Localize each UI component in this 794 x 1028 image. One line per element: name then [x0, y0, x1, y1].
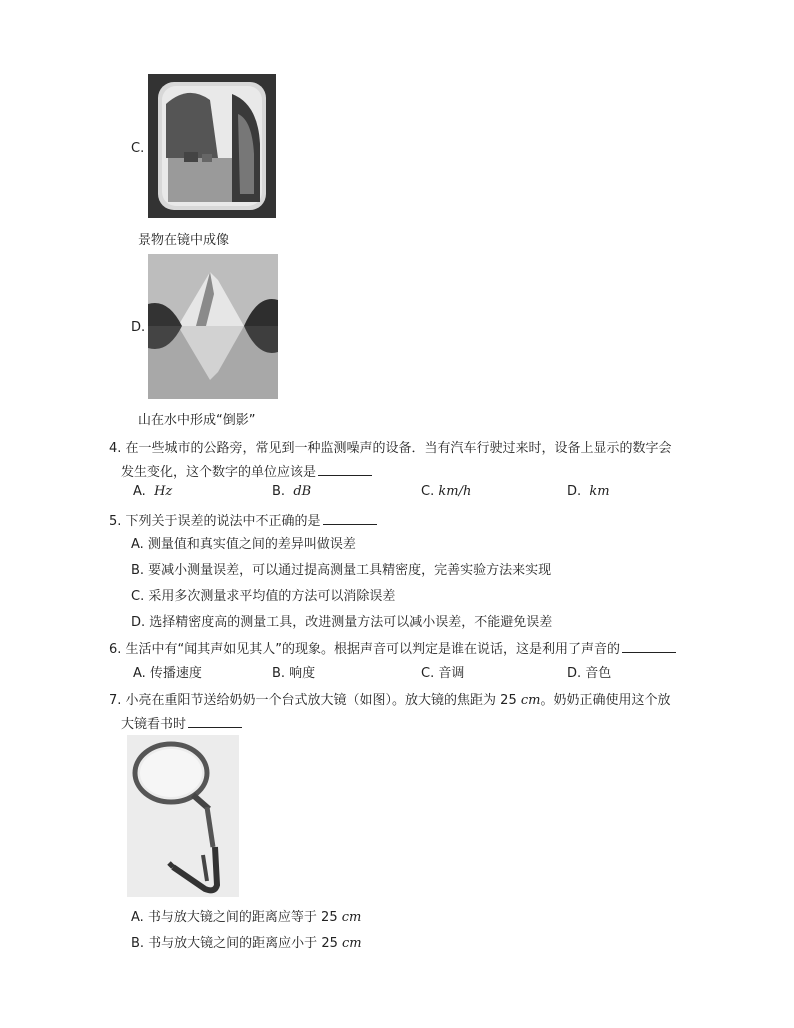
option-d-letter: D. [131, 320, 146, 335]
q6-option-a: A. 传播速度 [133, 666, 202, 681]
car-mirror-photo [148, 74, 276, 218]
q5-option-b: B. 要减小测量误差，可以通过提高测量工具精密度，完善实验方法来实现 [131, 563, 552, 578]
q4-option-b: B. dB [272, 484, 312, 499]
q4-stem-line1: 4. 在一些城市的公路旁，常见到一种监测噪声的设备．当有汽车行驶过来时，设备上显示的数字会 [109, 441, 672, 456]
q4-option-c: C. km/h [421, 484, 472, 499]
q5-option-c: C. 采用多次测量求平均值的方法可以消除误差 [131, 589, 396, 604]
q6-stem: 6. 生活中有“闻其声如见其人”的现象。根据声音可以判定是谁在说话，这是利用了声音的 [109, 638, 676, 657]
q5-option-d: D. 选择精密度高的测量工具，改进测量方法可以减小误差，不能避免误差 [131, 615, 553, 630]
q5-option-a: A. 测量值和真实值之间的差异叫做误差 [131, 537, 356, 552]
q7-stem-line1: 7. 小亮在重阳节送给奶奶一个台式放大镜（如图）。放大镜的焦距为 25 cm。奶奶正确使用这个放 [109, 693, 671, 708]
q6-option-c: C. 音调 [421, 666, 465, 681]
magnifier-photo [127, 735, 239, 897]
answer-blank [188, 715, 242, 728]
q7-option-b: B. 书与放大镜之间的距离应小于 25 cm [131, 936, 362, 951]
q6-option-b: B. 响度 [272, 666, 316, 681]
answer-blank [323, 512, 377, 525]
option-c-caption: 景物在镜中成像 [138, 233, 230, 248]
answer-blank [318, 463, 372, 476]
q4-option-d: D. km [567, 484, 610, 499]
q4-stem-line2: 发生变化，这个数字的单位应该是 [121, 461, 372, 480]
q4-option-a: A. Hz [133, 484, 173, 499]
mountain-reflection-photo [148, 254, 278, 399]
q7-stem-line2: 大镜看书时 [121, 713, 242, 732]
q6-option-d: D. 音色 [567, 666, 612, 681]
q5-stem: 5. 下列关于误差的说法中不正确的是 [109, 510, 377, 529]
answer-blank [622, 640, 676, 653]
option-c-letter: C. [131, 141, 145, 156]
q7-option-a: A. 书与放大镜之间的距离应等于 25 cm [131, 910, 362, 925]
option-d-caption: 山在水中形成“倒影” [138, 413, 256, 428]
